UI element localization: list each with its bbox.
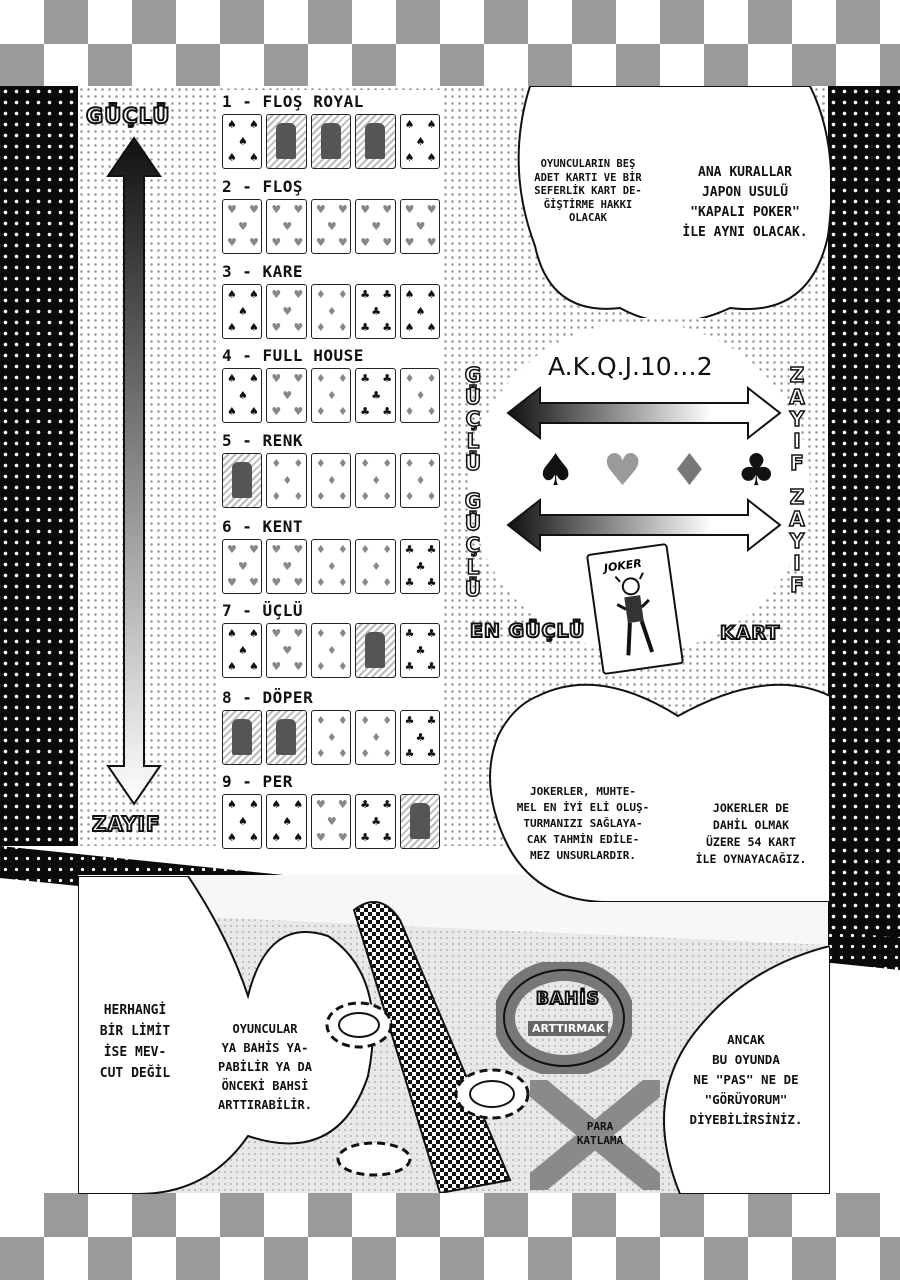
- playing-card-icon: ♥ ♥ ♥ ♥ ♥: [266, 284, 306, 339]
- playing-card-icon: ♥ ♥ ♥ ♥ ♥: [266, 623, 306, 678]
- hand-label: 3 - KARE: [222, 262, 304, 281]
- strength-arrow: [104, 136, 164, 806]
- players-text: OYUNCULAR YA BAHİS YA- PABİLİR YA DA ÖNCEKİ BAHSİ ARTTIRABİLİR.: [218, 1022, 312, 1112]
- playing-card-icon: ♦ ♦ ♦ ♦ ♦: [311, 453, 351, 508]
- playing-card-icon: ♦ ♦ ♦ ♦ ♦: [400, 368, 440, 423]
- hand-label: 6 - KENT: [222, 517, 304, 536]
- checker-border-bottom: [0, 1193, 900, 1280]
- playing-card-icon: ♦ ♦ ♦ ♦ ♦: [355, 539, 395, 594]
- card-label: KART: [720, 622, 781, 644]
- limit-text: HERHANGİ BİR LİMİT İSE MEV- CUT DEĞİL: [99, 1003, 171, 1081]
- playing-card-icon: ♠ ♠ ♠ ♠ ♠: [222, 623, 262, 678]
- rank-order-arrow: [506, 384, 782, 442]
- playing-card-icon: ♣ ♣ ♣ ♣ ♣: [355, 794, 395, 849]
- poker-chip: [324, 998, 394, 1052]
- poker-chip-3: [334, 1136, 414, 1182]
- fold-label: PARA KATLAMA: [576, 1120, 624, 1147]
- hand-cards-row: [222, 539, 440, 593]
- hand-cards-row: [222, 368, 440, 422]
- rules-bubble-left-text: OYUNCULARIN BEŞ ADET KARTI VE BİR SEFERLİK KART DE- ĞİŞTİRME HAKKI OLACAK: [534, 158, 642, 224]
- hand-label: 7 - ÜÇLÜ: [222, 601, 304, 620]
- face-card-icon: [311, 114, 351, 169]
- playing-card-icon: ♠ ♠ ♠ ♠ ♠: [222, 794, 262, 849]
- note-text: ANCAK BU OYUNDA NE "PAS" NE DE "GÖRÜYORUM" DİYEBİLİRSİNİZ.: [689, 1032, 803, 1127]
- hand-cards-row: [222, 453, 440, 507]
- hand-cards-row: [222, 199, 440, 253]
- rules-bubble-right-text: ANA KURALLAR JAPON USULÜ "KAPALI POKER" İLE AYNI OLACAK.: [682, 165, 808, 240]
- playing-card-icon: ♣ ♣ ♣ ♣ ♣: [355, 284, 395, 339]
- playing-card-icon: ♠ ♠ ♠ ♠ ♠: [400, 114, 440, 169]
- playing-card-icon: ♣ ♣ ♣ ♣ ♣: [400, 539, 440, 594]
- playing-card-icon: ♣ ♣ ♣ ♣ ♣: [400, 623, 440, 678]
- face-card-icon: [355, 114, 395, 169]
- playing-card-icon: ♥ ♥ ♥ ♥ ♥: [311, 794, 351, 849]
- playing-card-icon: ♥ ♥ ♥ ♥ ♥: [222, 199, 262, 254]
- playing-card-icon: ♦ ♦ ♦ ♦ ♦: [311, 710, 351, 765]
- hand-label: 5 - RENK: [222, 431, 304, 450]
- playing-card-icon: ♦ ♦ ♦ ♦ ♦: [311, 539, 351, 594]
- playing-card-icon: ♠ ♠ ♠ ♠ ♠: [266, 794, 306, 849]
- face-card-icon: [355, 623, 395, 678]
- hand-label: 9 - PER: [222, 772, 293, 791]
- checker-border-top: [0, 0, 900, 86]
- playing-card-icon: ♦ ♦ ♦ ♦ ♦: [311, 284, 351, 339]
- playing-card-icon: ♥ ♥ ♥ ♥ ♥: [266, 199, 306, 254]
- playing-card-icon: ♦ ♦ ♦ ♦ ♦: [311, 368, 351, 423]
- playing-card-icon: ♠ ♠ ♠ ♠ ♠: [222, 284, 262, 339]
- face-card-icon: [222, 710, 262, 765]
- playing-card-icon: ♠ ♠ ♠ ♠ ♠: [222, 114, 262, 169]
- hand-cards-row: [222, 114, 440, 168]
- playing-card-icon: ♣ ♣ ♣ ♣ ♣: [400, 710, 440, 765]
- face-card-icon: [266, 710, 306, 765]
- face-card-icon: [222, 453, 262, 508]
- hand-label: 4 - FULL HOUSE: [222, 346, 364, 365]
- hand-cards-row: [222, 794, 440, 848]
- spade-icon: ♠: [536, 445, 576, 496]
- joker-card-label: JOKER: [603, 556, 643, 575]
- playing-card-icon: ♥ ♥ ♥ ♥ ♥: [400, 199, 440, 254]
- hand-cards-row: [222, 284, 440, 338]
- playing-card-icon: ♣ ♣ ♣ ♣ ♣: [355, 368, 395, 423]
- playing-card-icon: ♠ ♠ ♠ ♠ ♠: [222, 368, 262, 423]
- joker-bubble-left-text: JOKERLER, MUHTE- MEL EN İYİ ELİ OLUŞ- TURMANIZI SAĞLAYA- CAK TAHMİN EDİLE- MEZ UNSURLARDIR.: [516, 785, 650, 862]
- strongest-label: EN GÜÇLÜ: [470, 620, 586, 642]
- raise-circle-icon: [496, 962, 632, 1074]
- face-card-icon: [400, 794, 440, 849]
- hand-label: 2 - FLOŞ: [222, 177, 304, 196]
- playing-card-icon: ♥ ♥ ♥ ♥ ♥: [355, 199, 395, 254]
- playing-card-icon: ♥ ♥ ♥ ♥ ♥: [222, 539, 262, 594]
- playing-card-icon: ♦ ♦ ♦ ♦ ♦: [400, 453, 440, 508]
- playing-card-icon: ♦ ♦ ♦ ♦ ♦: [311, 623, 351, 678]
- weak-vertical-label-2: Z A Y I F: [789, 485, 805, 597]
- hand-label: 1 - FLOŞ ROYAL: [222, 92, 364, 111]
- strong-vertical-label-1: G Ü Ç L Ü: [464, 363, 482, 475]
- playing-card-icon: ♠ ♠ ♠ ♠ ♠: [400, 284, 440, 339]
- joker-card: [586, 543, 684, 675]
- hand-label: 8 - DÖPER: [222, 688, 314, 707]
- raise-subtitle: ARTTIRMAK: [528, 1021, 608, 1036]
- weak-vertical-label-1: Z A Y I F: [789, 363, 805, 475]
- joker-bubble-right-text: JOKERLER DE DAHİL OLMAK ÜZERE 54 KART İLE OYNAYACAĞIZ.: [695, 801, 807, 866]
- playing-card-icon: ♥ ♥ ♥ ♥ ♥: [311, 199, 351, 254]
- playing-card-icon: ♦ ♦ ♦ ♦ ♦: [355, 710, 395, 765]
- heart-icon: ♥: [602, 445, 643, 496]
- weak-label: ZAYIF: [92, 812, 161, 836]
- playing-card-icon: ♦ ♦ ♦ ♦ ♦: [355, 453, 395, 508]
- suit-row: [536, 446, 776, 496]
- playing-card-icon: ♥ ♥ ♥ ♥ ♥: [266, 368, 306, 423]
- face-card-icon: [266, 114, 306, 169]
- strong-vertical-label-2: G Ü Ç L Ü: [464, 489, 482, 601]
- diamond-icon: ♦: [669, 445, 710, 496]
- jester-icon: [605, 571, 664, 661]
- playing-card-icon: ♦ ♦ ♦ ♦ ♦: [266, 453, 306, 508]
- side-border-left: [0, 86, 78, 846]
- strong-label: GÜÇLÜ: [86, 104, 171, 128]
- club-icon: ♣: [736, 445, 776, 496]
- rank-order-text: A.K.Q.J.10…2: [548, 352, 713, 381]
- hand-cards-row: [222, 623, 440, 677]
- hand-cards-row: [222, 710, 440, 764]
- raise-title: BAHİS: [536, 989, 600, 1009]
- playing-card-icon: ♥ ♥ ♥ ♥ ♥: [266, 539, 306, 594]
